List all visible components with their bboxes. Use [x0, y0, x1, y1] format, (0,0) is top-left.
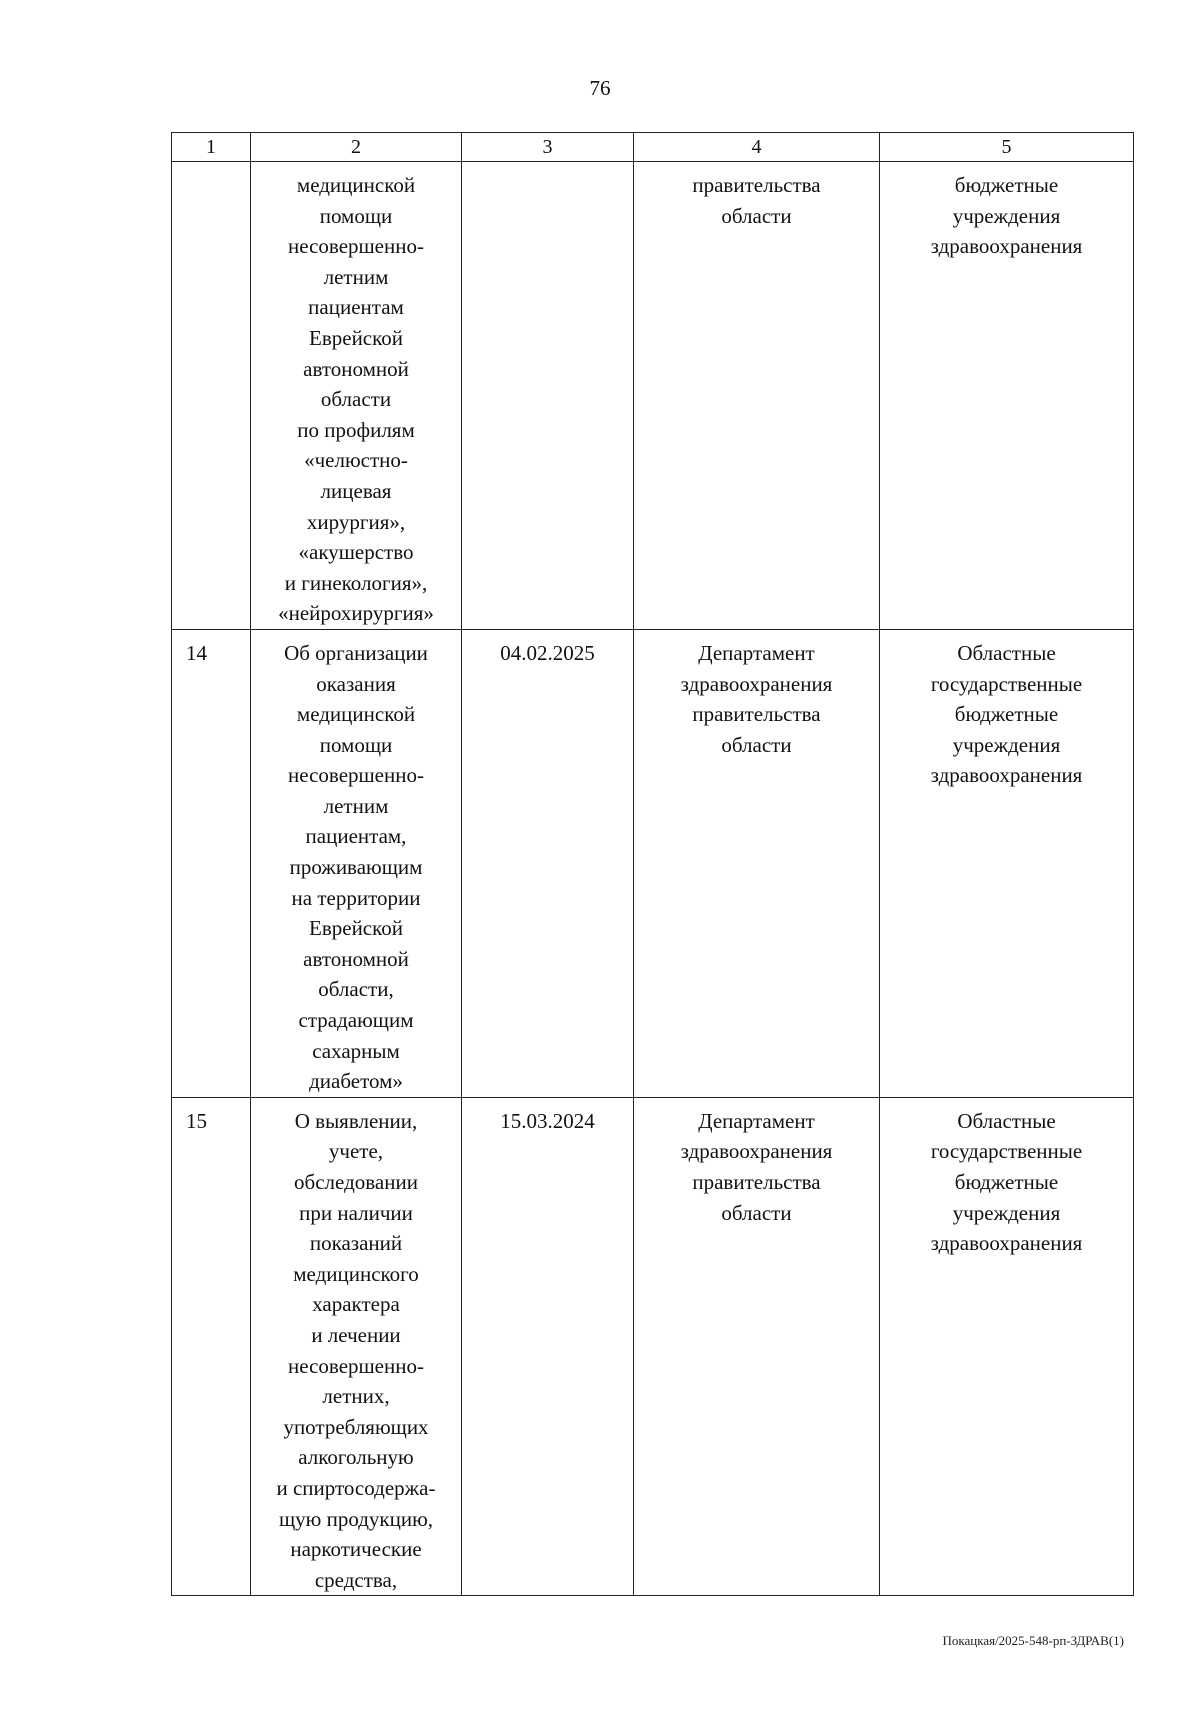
participants-cell: [880, 162, 1134, 630]
row-number: 15: [172, 1097, 251, 1596]
document-table: [171, 132, 1134, 1596]
table-row: [172, 162, 1134, 630]
column-header: 2: [251, 133, 462, 162]
text-line: медицинской: [296, 702, 416, 727]
text-line: летних,: [322, 1384, 390, 1409]
text-line: сахарным: [312, 1038, 400, 1063]
text-line: несовершенно-: [288, 763, 424, 788]
executor-cell: [634, 629, 880, 1097]
text-line: при наличии: [299, 1200, 413, 1225]
text-line: и гинекология»,: [284, 570, 428, 595]
text-line: на территории: [291, 885, 421, 910]
text-line: и спиртосодержа-: [276, 1475, 436, 1500]
text-line: Департамент: [698, 640, 815, 665]
text-line: здравоохранения: [680, 1139, 833, 1164]
text-line: автономной: [303, 356, 409, 381]
text-line: и лечении: [311, 1322, 401, 1347]
text-line: Департамент: [698, 1108, 815, 1133]
text-line: медицинского: [293, 1261, 419, 1286]
row-number: 14: [172, 629, 251, 1097]
text-line: учреждения: [952, 203, 1061, 228]
text-line: наркотические: [290, 1537, 422, 1562]
column-header: 1: [172, 133, 251, 162]
text-line: проживающим: [289, 855, 423, 880]
date-cell: 15.03.2024: [462, 1097, 634, 1596]
text-line: области: [721, 203, 792, 228]
row-number: [172, 162, 251, 630]
text-line: области: [721, 732, 792, 757]
text-line: помощи: [319, 203, 393, 228]
text-line: несовершенно-: [288, 234, 424, 259]
column-header: 5: [880, 133, 1134, 162]
text-line: алкогольную: [298, 1445, 414, 1470]
document-title-cell: [251, 629, 462, 1097]
text-line: летним: [323, 793, 389, 818]
column-header: 3: [462, 133, 634, 162]
text-line: «акушерство: [298, 540, 414, 565]
text-line: здравоохранения: [680, 671, 833, 696]
text-line: области: [320, 387, 392, 412]
text-line: бюджетные: [954, 173, 1059, 197]
table-row: [172, 629, 1134, 1097]
text-line: учреждения: [952, 732, 1061, 757]
document-reference: Покацкая/2025-548-рп-ЗДРАВ(1): [942, 1633, 1124, 1648]
text-line: области: [721, 1200, 792, 1225]
participants-cell: [880, 1097, 1134, 1596]
text-line: средства,: [314, 1567, 398, 1592]
text-line: Еврейской: [309, 916, 403, 941]
text-line: щую продукцию,: [278, 1506, 434, 1531]
text-line: Об организации: [284, 640, 428, 665]
text-line: Областные: [957, 1108, 1056, 1133]
text-line: О выявлении,: [294, 1108, 418, 1133]
table-header-row: [172, 133, 1134, 162]
text-line: государственные: [930, 671, 1083, 696]
text-line: Еврейской: [309, 325, 403, 350]
text-line: здравоохранения: [930, 234, 1083, 259]
text-line: обследовании: [294, 1170, 418, 1194]
text-line: хирургия»,: [306, 509, 406, 534]
text-line: бюджетные: [954, 1170, 1059, 1194]
text-line: здравоохранения: [930, 1231, 1083, 1256]
participants-cell: [880, 629, 1134, 1097]
text-line: здравоохранения: [930, 763, 1083, 788]
text-line: диабетом»: [309, 1069, 403, 1094]
date-cell: 04.02.2025: [462, 629, 634, 1097]
text-line: пациентам: [308, 295, 404, 320]
text-line: области,: [318, 977, 394, 1002]
text-line: лицевая: [320, 478, 392, 503]
text-line: правительства: [692, 702, 821, 727]
text-line: летним: [323, 264, 389, 289]
date-cell: [462, 162, 634, 630]
text-line: медицинской: [296, 173, 416, 197]
text-line: по профилям: [297, 417, 415, 442]
text-line: автономной: [303, 946, 409, 971]
text-line: характера: [312, 1292, 400, 1317]
text-line: страдающим: [298, 1008, 414, 1033]
column-header: 4: [634, 133, 880, 162]
text-line: бюджетные: [954, 702, 1059, 727]
text-line: правительства: [692, 1170, 821, 1194]
text-line: «нейрохирургия»: [278, 601, 434, 626]
text-line: «челюстно-: [304, 448, 408, 473]
text-line: учреждения: [952, 1200, 1061, 1225]
table-row: [172, 1097, 1134, 1596]
text-line: употребляющих: [283, 1414, 429, 1439]
table-body: [172, 162, 1134, 1596]
text-line: оказания: [316, 671, 396, 696]
executor-cell: [634, 162, 880, 630]
text-line: государственные: [930, 1139, 1083, 1164]
document-title-cell: [251, 1097, 462, 1596]
text-line: Областные: [957, 640, 1056, 665]
text-line: правительства: [692, 173, 821, 197]
text-line: пациентам,: [305, 824, 407, 849]
document-title-cell: [251, 162, 462, 630]
page-number: 76: [589, 76, 611, 100]
text-line: помощи: [319, 732, 393, 757]
text-line: несовершенно-: [288, 1353, 424, 1378]
executor-cell: [634, 1097, 880, 1596]
text-line: показаний: [309, 1231, 403, 1256]
text-line: учете,: [328, 1139, 384, 1164]
